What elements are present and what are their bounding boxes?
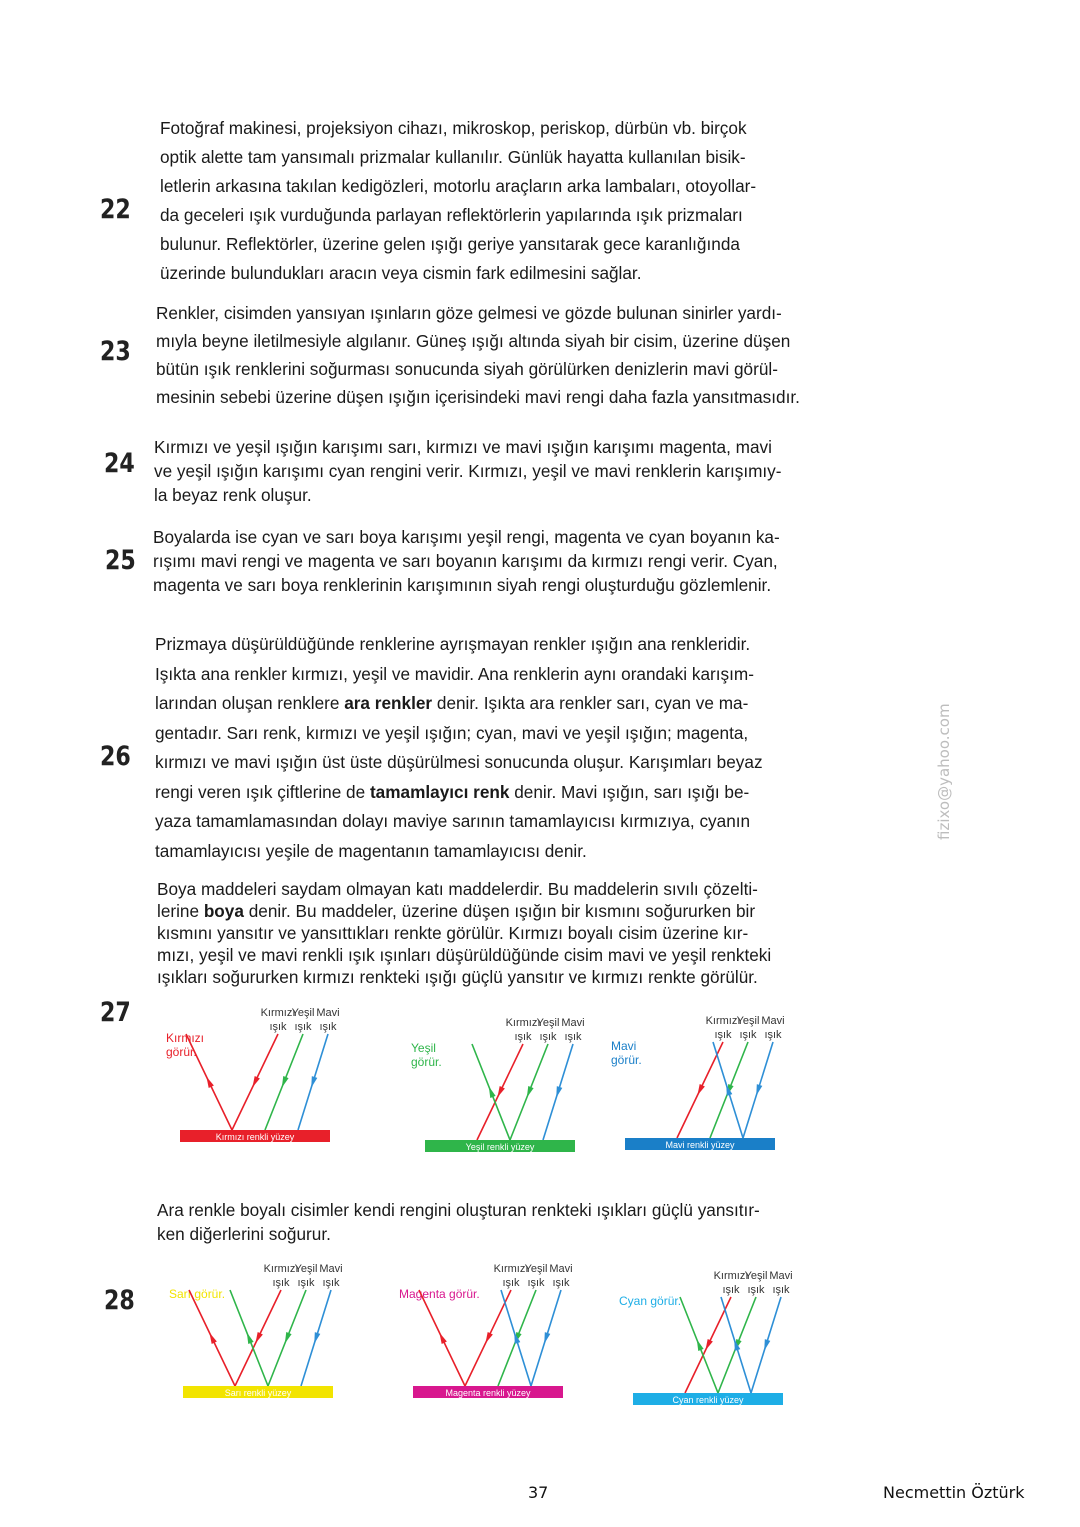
- label-isik: ışık: [722, 1284, 740, 1296]
- incident-ray-arrowhead: [544, 1332, 550, 1344]
- seen-color-label: görür.: [166, 1045, 197, 1059]
- paragraph-22: [160, 114, 756, 288]
- diagram-cyan-surface: [613, 1265, 793, 1415]
- paragraph-24: [154, 435, 782, 507]
- surface-label: Sarı renkli yüzey: [224, 1388, 292, 1398]
- text-line: optik alette tam yansımalı prizmalar kullanılır. Günlük hayatta kullanılan bisik-: [160, 147, 746, 167]
- incident-ray-arrowhead: [497, 1086, 504, 1097]
- text-line: bütün ışık renklerini soğurması sonucunda siyah görülürken denizlerin mavi görül-: [156, 359, 778, 379]
- reflected-ray-arrowhead: [489, 1086, 496, 1098]
- reflection-diagram-svg: [613, 1265, 793, 1415]
- reflection-diagram-svg: [405, 1012, 585, 1162]
- text-line: Boyalarda ise cyan ve sarı boya karışımı yeşil rengi, magenta ve cyan boyanın ka-: [153, 527, 780, 547]
- label-red-light: Kırmızı: [493, 1263, 529, 1275]
- incident-ray-arrowhead: [285, 1332, 292, 1344]
- label-isik: ışık: [527, 1277, 545, 1289]
- label-isik: ışık: [297, 1277, 315, 1289]
- diagram-green-surface: [405, 1012, 585, 1162]
- term-boya: boya: [203, 901, 244, 921]
- section-number-27: 27: [100, 997, 131, 1028]
- text-span: denir. Işıkta ara renkler sarı, cyan ve ma-: [432, 693, 749, 713]
- text-line: ken diğerlerini soğurur.: [157, 1224, 331, 1244]
- text-span: larından oluşan renklere: [155, 693, 345, 713]
- label-blue-light: Mavi: [769, 1270, 793, 1282]
- text-line: ve yeşil ışığın karışımı cyan rengini verir. Kırmızı, yeşil ve mavi renklerin karışımıy-: [154, 461, 782, 481]
- paragraph-26: [155, 630, 763, 866]
- seen-color-label: Mavi: [611, 1039, 637, 1053]
- text-line: [155, 778, 763, 808]
- incident-ray-arrowhead: [485, 1332, 492, 1343]
- incident-ray-arrowhead: [255, 1332, 262, 1343]
- text-line: rışımı mavi rengi ve magenta ve sarı boyanın karışımı da kırmızı rengi verir. Cyan,: [153, 551, 778, 571]
- diagram-yellow-surface: [163, 1258, 343, 1408]
- text-line: Kırmızı ve yeşil ışığın karışımı sarı, kırmızı ve mavi ışığın karışımı magenta, mavi: [154, 437, 772, 457]
- label-green-light: Yeşil: [736, 1015, 760, 1027]
- incident-ray-arrowhead: [556, 1086, 562, 1098]
- label-blue-light: Mavi: [319, 1263, 343, 1275]
- diagram-blue-surface: [605, 1010, 785, 1160]
- paragraph-23: [156, 299, 800, 411]
- label-isik: ışık: [564, 1031, 582, 1043]
- surface-label: Yeşil renkli yüzey: [465, 1142, 535, 1152]
- text-line: la beyaz renk oluşur.: [154, 485, 312, 505]
- label-isik: ışık: [552, 1277, 570, 1289]
- label-isik: ışık: [764, 1029, 782, 1041]
- label-red-light: Kırmızı: [260, 1007, 296, 1019]
- section-number-25: 25: [105, 545, 136, 576]
- text-line: [157, 900, 771, 922]
- page-number: 37: [528, 1483, 549, 1502]
- text-line: Ara renkle boyalı cisimler kendi rengini oluşturan renkteki ışıkları güçlü yansıtır-: [157, 1200, 760, 1220]
- label-isik: ışık: [272, 1277, 290, 1289]
- text-line: mızı, yeşil ve mavi renkli ışık ışınları düşürüldüğünde cisim mavi ve yeşil renkteki: [157, 945, 772, 965]
- seen-color-label: Magenta görür.: [399, 1287, 480, 1301]
- section-number-23: 23: [100, 336, 131, 367]
- text-line: Prizmaya düşürüldüğünde renklerine ayrışmayan renkler ışığın ana renkleridir.: [155, 634, 751, 654]
- text-line: mıyla beyne iletilmesiyle algılanır. Güneş ışığı altında siyah bir cisim, üzerine düşen: [156, 331, 791, 351]
- text-line: mesinin sebebi üzerine düşen ışığın içerisindeki mavi rengi daha fazla yansıtmasıdır.: [156, 387, 800, 407]
- surface-label: Magenta renkli yüzey: [445, 1388, 531, 1398]
- text-line: yaza tamamlamasından dolayı maviye sarının tamamlayıcısı kırmızıya, cyanın: [155, 811, 751, 831]
- reflection-diagram-svg: [393, 1258, 573, 1408]
- label-red-light: Kırmızı: [705, 1015, 741, 1027]
- text-line: üzerinde bulundukları aracın veya cismin fark edilmesini sağlar.: [160, 263, 642, 283]
- text-line: letlerin arkasına takılan kedigözleri, motorlu araçların arka lambaları, otoyollar-: [160, 176, 757, 196]
- diagram-red-surface: [160, 1002, 340, 1152]
- text-line: Işıkta ana renkler kırmızı, yeşil ve mavidir. Ana renklerin aynı orandaki karışım-: [155, 663, 754, 684]
- paragraph-25: [153, 525, 780, 597]
- text-span: rengi veren ışık çiftlerine de: [155, 781, 370, 802]
- reflected-ray-arrowhead: [247, 1332, 254, 1344]
- label-red-light: Kırmızı: [263, 1263, 299, 1275]
- text-line: magenta ve sarı boya renklerinin karışımının siyah rengi oluşturduğu gözlemlenir.: [153, 575, 772, 595]
- incident-ray-arrowhead: [314, 1332, 320, 1344]
- incident-ray-arrowhead: [705, 1339, 712, 1350]
- reflected-ray-arrowhead: [439, 1333, 446, 1344]
- text-line: gentadır. Sarı renk, kırmızı ve yeşil ışığın; cyan, mavi ve yeşil ışığın; magenta,: [155, 722, 749, 743]
- paragraph-27: [157, 878, 771, 988]
- text-span: denir. Mavi ışığın, sarı ışığı be-: [509, 781, 750, 802]
- label-blue-light: Mavi: [549, 1263, 573, 1275]
- incident-ray-arrowhead: [527, 1086, 534, 1098]
- reflected-ray-arrowhead: [209, 1333, 216, 1344]
- text-line: tamamlayıcısı yeşile de magentanın tamamlayıcısı denir.: [155, 840, 587, 861]
- label-red-light: Kırmızı: [505, 1017, 541, 1029]
- reflection-diagram-svg: [605, 1010, 785, 1160]
- seen-color-label: Sarı görür.: [169, 1287, 226, 1301]
- incident-ray-arrowhead: [697, 1084, 704, 1095]
- label-isik: ışık: [747, 1284, 765, 1296]
- incident-ray-arrowhead: [252, 1076, 259, 1087]
- incident-ray-arrowhead: [311, 1076, 317, 1088]
- label-blue-light: Mavi: [316, 1007, 340, 1019]
- section-number-26: 26: [100, 741, 131, 772]
- label-green-light: Yeşil: [291, 1007, 315, 1019]
- label-isik: ışık: [322, 1277, 340, 1289]
- label-isik: ışık: [319, 1021, 337, 1033]
- author-name: Necmettin Öztürk: [883, 1483, 1025, 1502]
- reflected-ray-arrowhead: [697, 1339, 704, 1351]
- text-line: da geceleri ışık vurduğunda parlayan reflektörlerin yapılarında ışık prizmaları: [160, 205, 743, 225]
- label-isik: ışık: [539, 1031, 557, 1043]
- paragraph-28: [157, 1198, 760, 1246]
- incident-ray-arrowhead: [282, 1076, 289, 1088]
- label-blue-light: Mavi: [761, 1015, 785, 1027]
- seen-color-label: görür.: [411, 1055, 442, 1069]
- label-red-light: Kırmızı: [713, 1270, 749, 1282]
- text-line: Renkler, cisimden yansıyan ışınların göze gelmesi ve gözde bulunan sinirler yardı-: [156, 303, 782, 323]
- text-span: lerine: [157, 901, 204, 921]
- text-line: kırmızı ve mavi ışığın üst üste düşürülmesi sonucunda oluşur. Karışımları beyaz: [155, 752, 763, 772]
- label-green-light: Yeşil: [744, 1270, 768, 1282]
- label-green-light: Yeşil: [524, 1263, 548, 1275]
- label-blue-light: Mavi: [561, 1017, 585, 1029]
- text-line: [155, 689, 763, 719]
- reflection-diagram-svg: [160, 1002, 340, 1152]
- seen-color-label: Cyan görür.: [619, 1294, 682, 1308]
- section-number-24: 24: [104, 448, 135, 479]
- label-isik: ışık: [269, 1021, 287, 1033]
- section-number-28: 28: [104, 1285, 135, 1316]
- section-number-22: 22: [100, 194, 131, 225]
- text-line: bulunur. Reflektörler, üzerine gelen ışığı geriye yansıtarak gece karanlığında: [160, 234, 740, 254]
- watermark: fizixo@yahoo.com: [935, 703, 953, 840]
- label-isik: ışık: [772, 1284, 790, 1296]
- text-line: Fotoğraf makinesi, projeksiyon cihazı, mikroskop, periskop, dürbün vb. birçok: [160, 118, 747, 138]
- label-isik: ışık: [739, 1029, 757, 1041]
- label-isik: ışık: [714, 1029, 732, 1041]
- term-tamamlayici-renk: tamamlayıcı renk: [369, 781, 510, 802]
- label-isik: ışık: [294, 1021, 312, 1033]
- text-span: denir. Bu maddeler, üzerine düşen ışığın bir kısmını soğururken bir: [243, 901, 756, 921]
- text-line: kısmını yansıtır ve yansıttıkları renkte görülür. Kırmızı boyalı cisim üzerine kır-: [157, 923, 749, 943]
- label-green-light: Yeşil: [294, 1263, 318, 1275]
- reflected-ray-arrowhead: [206, 1077, 213, 1088]
- surface-label: Cyan renkli yüzey: [672, 1395, 744, 1405]
- surface-label: Mavi renkli yüzey: [665, 1140, 735, 1150]
- label-green-light: Yeşil: [536, 1017, 560, 1029]
- incident-ray-arrowhead: [756, 1084, 762, 1096]
- label-isik: ışık: [502, 1277, 520, 1289]
- term-ara-renkler: ara renkler: [344, 693, 433, 713]
- surface-label: Kırmızı renkli yüzey: [215, 1132, 295, 1142]
- seen-color-label: Yeşil: [411, 1041, 436, 1055]
- label-isik: ışık: [514, 1031, 532, 1043]
- text-line: Boya maddeleri saydam olmayan katı maddelerdir. Bu maddelerin sıvılı çözelti-: [157, 879, 758, 899]
- incident-ray-arrowhead: [764, 1339, 770, 1351]
- seen-color-label: görür.: [611, 1053, 642, 1067]
- reflection-diagram-svg: [163, 1258, 343, 1408]
- seen-color-label: Kırmızı: [166, 1031, 204, 1045]
- diagram-magenta-surface: [393, 1258, 573, 1408]
- text-line: ışıkları soğururken kırmızı renkteki ışığı güçlü yansıtır ve kırmızı renkte görülür.: [157, 967, 758, 987]
